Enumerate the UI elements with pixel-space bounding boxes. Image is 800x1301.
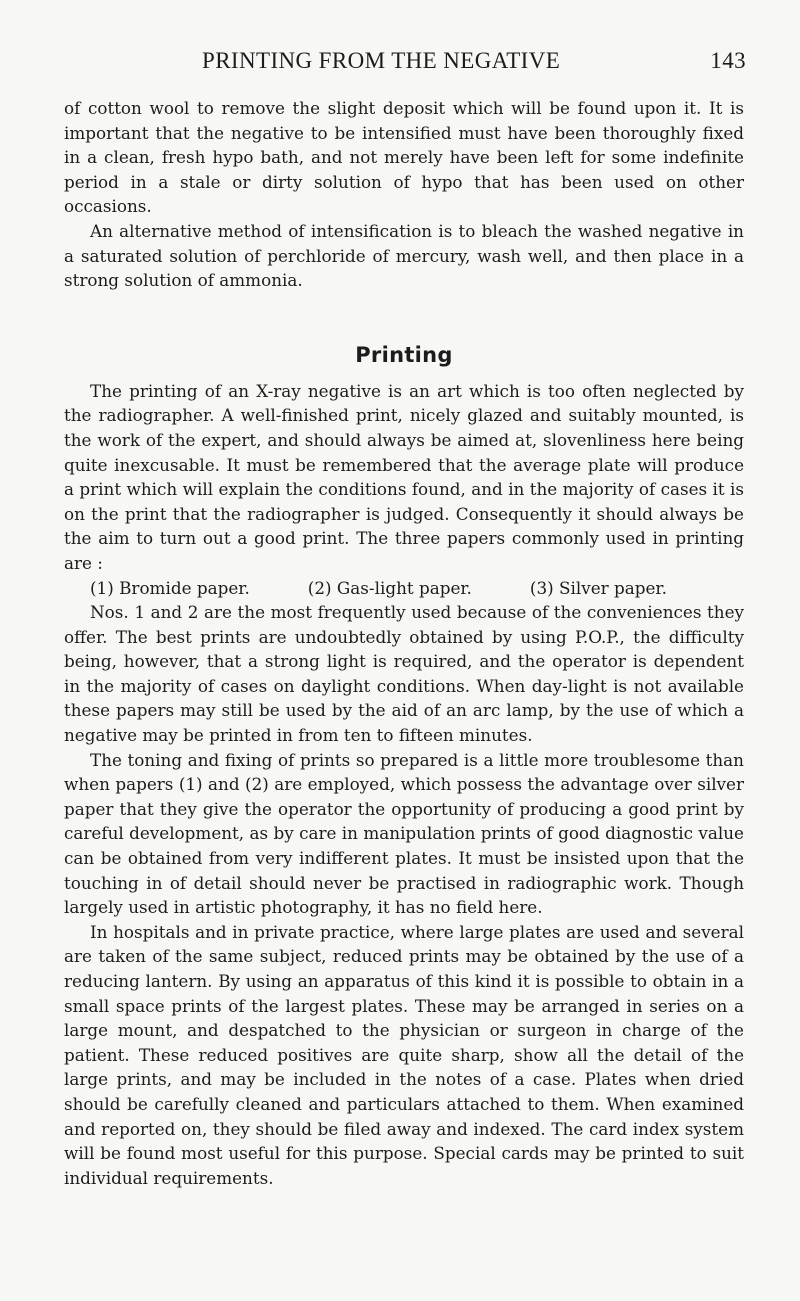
paragraph-toning-fixing: The toning and fixing of prints so prepared is a little more troublesome than when papers (1) and (2) are employed, which possess the advantage over silver paper that they give the operator the opportunity of producing a good print by careful development, as by care in manipulation prints of good diagnostic value can be obtained from very indifferent plates. It must be insisted upon that the touching in of detail should never be practised in radiographic work. Though largely used in artistic photography, it has no field here. <box>64 749 744 918</box>
page-number: 143 <box>710 48 746 73</box>
paper-list-item: (1) Bromide paper. <box>90 577 250 598</box>
paper-list-item: (2) Gas-light paper. <box>307 577 472 598</box>
book-page <box>64 48 744 1190</box>
paragraph-continued: of cotton wool to remove the slight deposit which will be found upon it. It is important that the negative to be intensified must have been thoroughly fixed in a clean, fresh hypo bath, and not merely have been left for some indefinite period in a stale or dirty solution of hypo that has been used on other occasions. <box>64 98 744 217</box>
paper-list-item: (3) Silver paper. <box>529 577 667 598</box>
paragraph-printing-intro: The printing of an X-ray negative is an art which is too often neglected by the radiographer. A well-finished print, nicely glazed and suitably mounted, is the work of the expert, and should always be aimed at, slovenliness here being quite inexcusable. It must be remembered that the average plate will produce a print which will explain the conditions found, and in the majority of cases it is on the print that the radiographer is judged. Consequently it should always be the aim to turn out a good print. The three papers commonly used in printing are : <box>64 380 744 573</box>
paragraph-alternative-method: An alternative method of intensification is to bleach the washed negative in a saturated solution of perchloride of mercury, wash well, and then place in a strong solution of ammonia. <box>64 220 744 291</box>
paragraph-paper-conveniences: Nos. 1 and 2 are the most frequently used because of the conveniences they offer. The best prints are undoubtedly obtained by using P.O.P., the difficulty being, however, that a strong light is required, and the operator is dependent in the majority of cases on daylight conditions. When day-light is not available these papers may still be used by the aid of an arc lamp, by the use of which a negative may be printed in from ten to fifteen minutes. <box>64 602 744 746</box>
paragraph-hospitals: In hospitals and in private practice, where large plates are used and several are taken of the same subject, reduced prints may be obtained by the use of a reducing lantern. By using an apparatus of this kind it is possible to obtain in a small space prints of the largest plates. These may be arranged in series on a large mount, and despatched to the physician or surgeon in charge of the patient. These reduced positives are quite sharp, show all the detail of the large prints, and may be included in the notes of a case. Plates when dried should be carefully cleaned and particulars attached to them. When examined and reported on, they should be filed away and indexed. The card index system will be found most useful for this purpose. Special cards may be printed to suit individual requirements. <box>64 921 744 1188</box>
section-heading-printing: Printing <box>355 342 453 367</box>
body-text <box>64 96 744 1190</box>
running-head <box>64 48 744 82</box>
running-title: PRINTING FROM THE NEGATIVE <box>202 48 561 73</box>
paper-list <box>64 576 744 601</box>
